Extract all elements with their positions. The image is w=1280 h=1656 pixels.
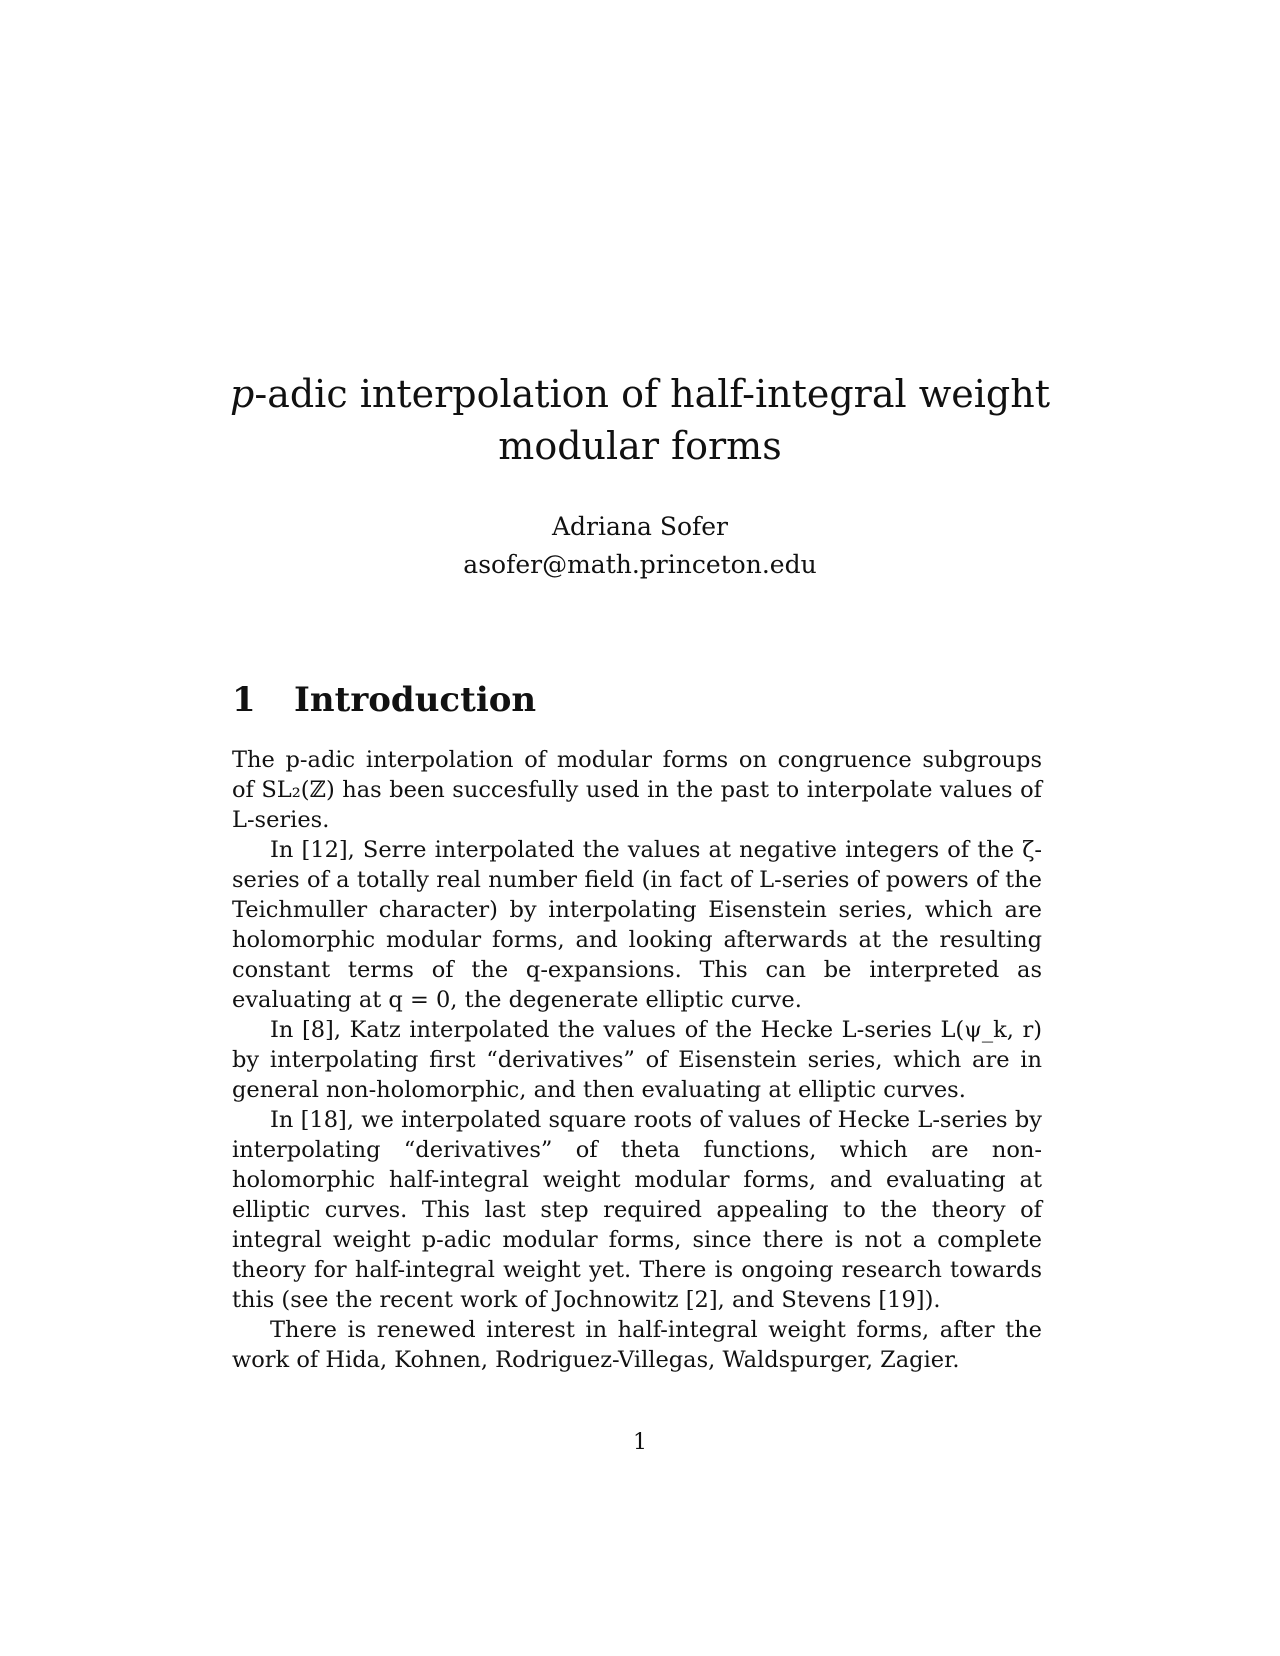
author-email: asofer@math.princeton.edu	[463, 550, 817, 579]
paper-title	[0, 368, 1280, 472]
paragraph-5: There is renewed interest in half-integral weight forms, after the work of Hida, Kohnen, Rodriguez-Villegas, Waldspurger, Zagier.	[232, 1317, 1042, 1373]
author-block	[0, 508, 1280, 584]
title-math-p: p	[230, 372, 255, 416]
title-line-1-rest: -adic interpolation of half-integral weight	[254, 372, 1050, 416]
title-line-2: modular forms	[498, 424, 782, 468]
section-title: Introduction	[294, 680, 537, 720]
paragraph-3: In [8], Katz interpolated the values of the Hecke L-series L(ψ_k, r) by interpolating first “derivatives” of Eisenstein series, which are in general non-holomorphic, and then evaluating at elliptic curves.	[232, 1017, 1042, 1103]
section-number: 1	[232, 680, 256, 720]
section-body	[232, 745, 1042, 1375]
page-number: 1	[633, 1430, 647, 1455]
paragraph-4: In [18], we interpolated square roots of values of Hecke L-series by interpolating “derivatives” of theta functions, which are non-holomorphic half-integral weight modular forms, and evaluating at elliptic curves. This last step required appealing to the theory of integral weight p-adic modular forms, since there is not a complete theory for half-integral weight yet. There is ongoing research towards this (see the recent work of Jochnowitz [2], and Stevens [19]).	[232, 1107, 1042, 1313]
paragraph-2: In [12], Serre interpolated the values at negative integers of the ζ-series of a totally real number field (in fact of L-series of powers of the Teichmuller character) by interpolating Eisenstein series, which are holomorphic modular forms, and looking afterwards at the resulting constant terms of the q-expansions. This can be interpreted as evaluating at q = 0, the degenerate elliptic curve.	[232, 837, 1042, 1013]
author-name: Adriana Sofer	[551, 512, 729, 541]
section-heading	[232, 680, 536, 720]
title-line-1	[230, 372, 1050, 416]
paragraph-1: The p-adic interpolation of modular forms on congruence subgroups of SL₂(ℤ) has been succesfully used in the past to interpolate values of L-series.	[232, 747, 1042, 833]
